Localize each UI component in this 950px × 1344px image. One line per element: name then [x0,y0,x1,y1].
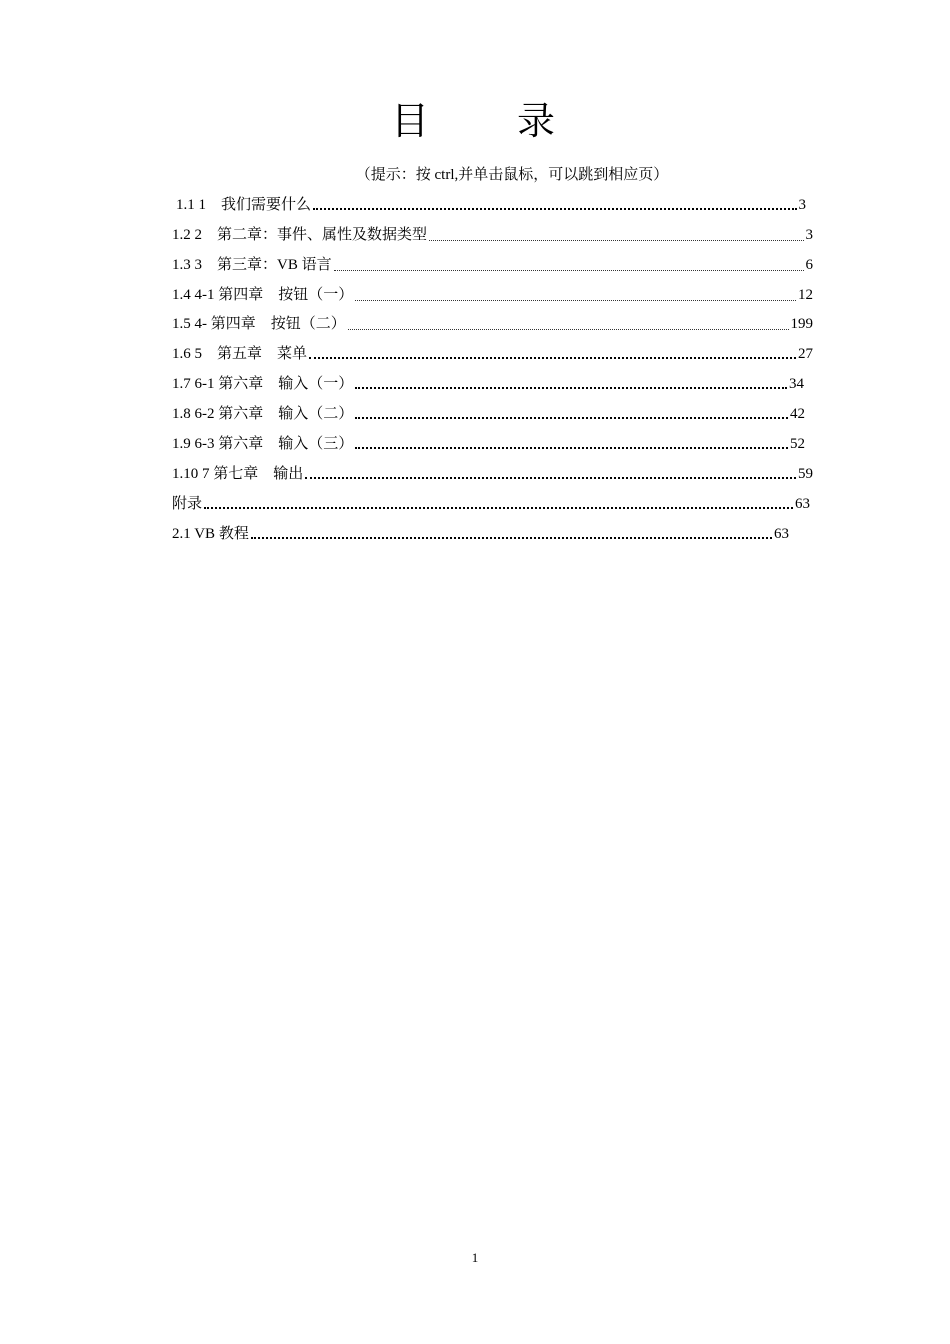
toc-entry-title[interactable]: 2.1 VB 教程 [172,526,249,542]
dot-leader [204,507,793,509]
toc-entry-page[interactable]: 6 [805,257,813,273]
toc-entry-title[interactable]: 附录 [172,496,203,512]
toc-entry[interactable] [172,342,813,364]
dot-leader [429,240,803,241]
toc-entry-title[interactable]: 1.7 6-1 第六章 输入（一） [172,376,354,392]
toc-entry-page[interactable]: 3 [805,227,813,243]
toc-entry-title[interactable]: 1.2 2 第二章：事件、属性及数据类型 [172,227,428,243]
toc-entry-title[interactable]: 1.10 7 第七章 输出 [172,466,304,482]
dot-leader [355,387,787,389]
dot-leader [355,447,788,449]
toc-entry-page[interactable]: 27 [798,346,813,362]
toc-entry-title[interactable]: 1.3 3 第三章：VB 语言 [172,257,332,273]
dot-leader [305,477,796,479]
toc-entry[interactable] [172,223,813,245]
toc-entry-title[interactable]: 1.5 4- 第四章 按钮（二） [172,316,346,332]
dot-leader [355,300,796,301]
toc-entry-title[interactable]: 1.6 5 第五章 菜单 [172,346,308,362]
toc-entry[interactable] [172,492,810,514]
dot-leader [334,270,804,271]
toc-entry[interactable] [172,372,804,394]
toc-entry-title[interactable]: 1.1 1 我们需要什么 [176,197,312,213]
toc-entry[interactable] [176,193,806,215]
toc-entry-title[interactable]: 1.4 4-1 第四章 按钮（一） [172,287,354,303]
dot-leader [355,417,788,419]
toc-entry[interactable] [172,402,805,424]
toc-entry-page[interactable]: 59 [798,466,813,482]
toc-entry-title[interactable]: 1.9 6-3 第六章 输入（三） [172,436,354,452]
title-char-1: 目 [390,99,433,143]
dot-leader [313,208,796,210]
dot-leader [348,329,789,330]
toc-entry[interactable] [172,312,813,334]
toc-entry[interactable] [172,432,805,454]
toc-entry-page[interactable]: 52 [790,436,805,452]
dot-leader [251,537,772,539]
toc-entry[interactable] [172,283,813,305]
page-number: 1 [471,1250,479,1265]
hint-text: （提示：按 ctrl,并单击鼠标，可以跳到相应页） [355,167,669,183]
title-char-2: 录 [517,99,560,143]
toc-entry-page[interactable]: 63 [795,496,810,512]
toc-entry-page[interactable]: 3 [798,197,806,213]
dot-leader [309,357,796,359]
toc-entry-page[interactable]: 42 [790,406,805,422]
toc-entry-page[interactable]: 199 [790,316,813,332]
toc-entry-page[interactable]: 63 [774,526,789,542]
page-title [0,96,950,146]
toc-entry-page[interactable]: 34 [789,376,804,392]
toc-entry-title[interactable]: 1.8 6-2 第六章 输入（二） [172,406,354,422]
toc-entry[interactable] [172,462,813,484]
toc-entry[interactable] [172,253,813,275]
toc-entry[interactable] [172,522,789,544]
toc-entry-page[interactable]: 12 [798,287,813,303]
